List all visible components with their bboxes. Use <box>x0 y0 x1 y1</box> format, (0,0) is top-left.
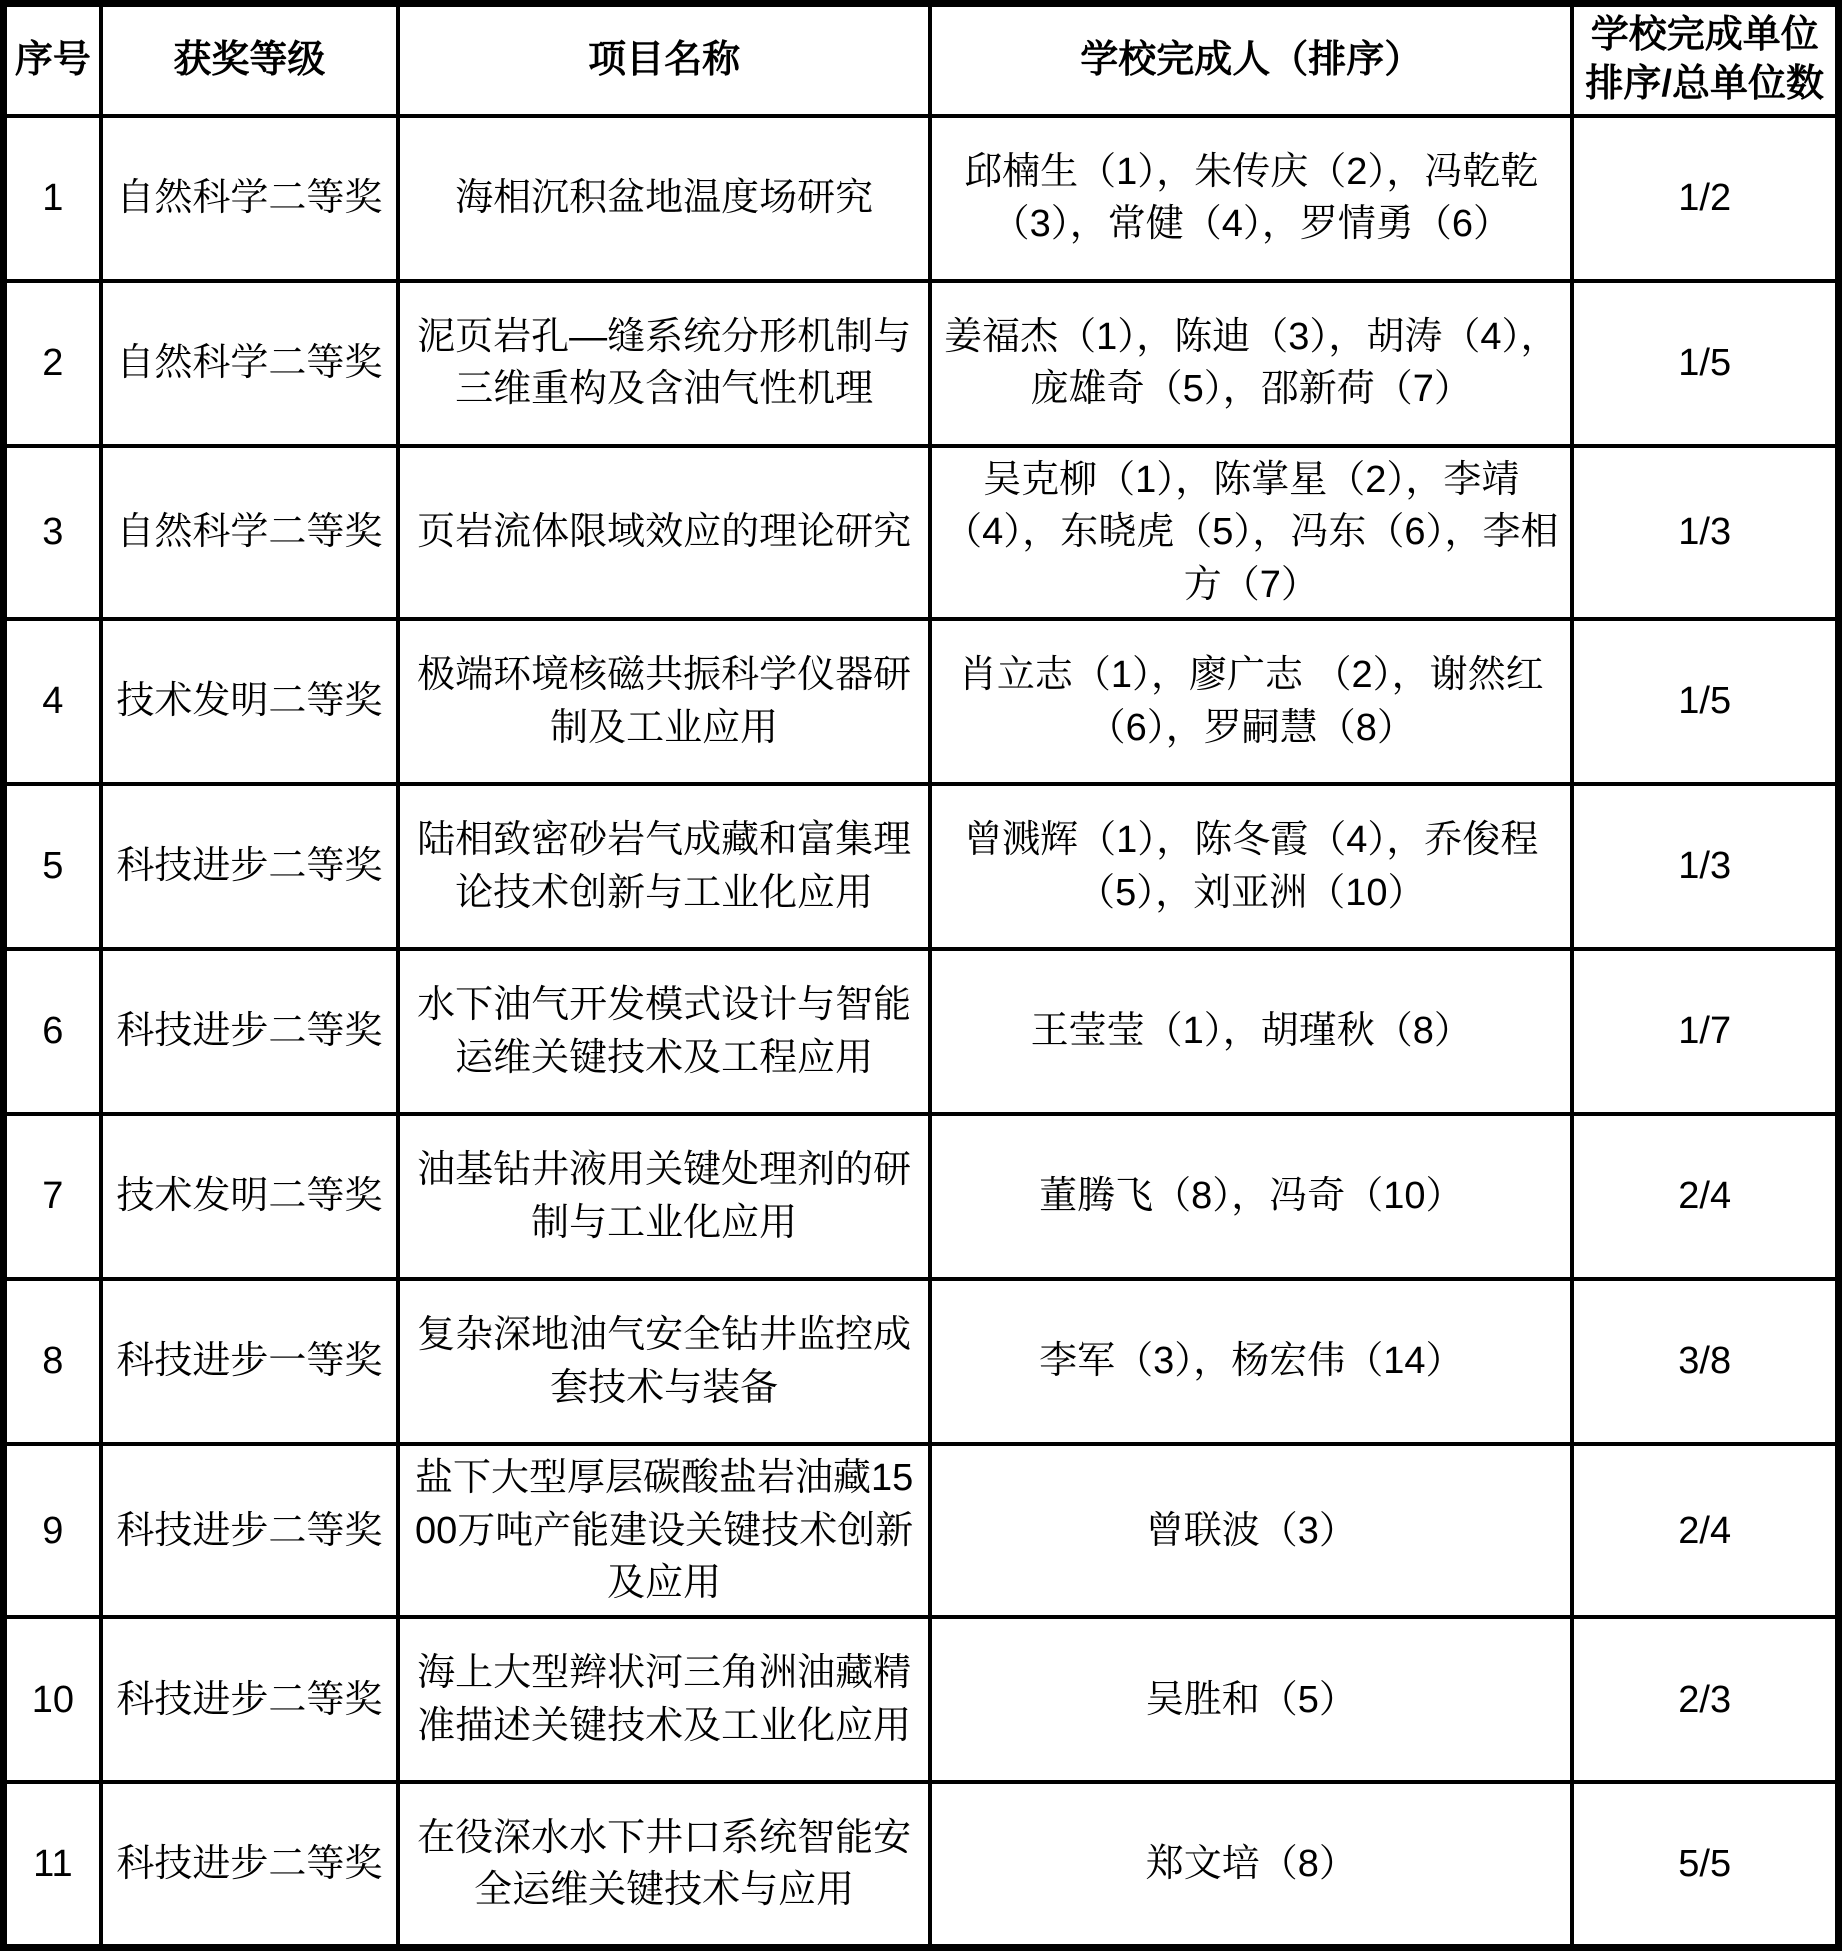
unit-rank: 1/3 <box>1572 784 1838 949</box>
table-row <box>4 949 1839 1114</box>
row-index: 10 <box>4 1617 101 1782</box>
col-header-unit-rank-line2: 排序/总单位数 <box>1585 63 1824 106</box>
row-index: 3 <box>4 446 101 619</box>
table-row <box>4 116 1839 281</box>
completers: 王莹莹（1），胡瑾秋（8） <box>930 949 1572 1114</box>
completers: 李军（3），杨宏伟（14） <box>930 1279 1572 1444</box>
completers: 肖立志（1），廖广志 （2），谢然红（6），罗嗣慧（8） <box>930 619 1572 784</box>
project-name: 复杂深地油气安全钻井监控成套技术与装备 <box>398 1279 930 1444</box>
award-level: 科技进步二等奖 <box>101 784 398 949</box>
completers: 邱楠生（1），朱传庆（2），冯乾乾（3），常健（4），罗情勇（6） <box>930 116 1572 281</box>
completers: 姜福杰（1），陈迪（3），胡涛（4），庞雄奇（5），邵新荷（7） <box>930 281 1572 446</box>
col-header-project-name: 项目名称 <box>398 4 930 116</box>
row-index: 6 <box>4 949 101 1114</box>
table-row <box>4 1279 1839 1444</box>
award-level: 自然科学二等奖 <box>101 281 398 446</box>
award-level: 科技进步二等奖 <box>101 1782 398 1947</box>
project-name: 海上大型辫状河三角洲油藏精准描述关键技术及工业化应用 <box>398 1617 930 1782</box>
unit-rank: 2/4 <box>1572 1444 1838 1617</box>
table-row <box>4 446 1839 619</box>
unit-rank: 1/5 <box>1572 619 1838 784</box>
unit-rank: 2/4 <box>1572 1114 1838 1279</box>
row-index: 11 <box>4 1782 101 1947</box>
table-body <box>4 116 1839 1948</box>
project-name: 极端环境核磁共振科学仪器研制及工业应用 <box>398 619 930 784</box>
row-index: 5 <box>4 784 101 949</box>
completers: 吴胜和（5） <box>930 1617 1572 1782</box>
award-level: 科技进步二等奖 <box>101 1444 398 1617</box>
row-index: 7 <box>4 1114 101 1279</box>
row-index: 9 <box>4 1444 101 1617</box>
table-row <box>4 1114 1839 1279</box>
project-name: 页岩流体限域效应的理论研究 <box>398 446 930 619</box>
project-name: 油基钻井液用关键处理剂的研制与工业化应用 <box>398 1114 930 1279</box>
unit-rank: 1/7 <box>1572 949 1838 1114</box>
row-index: 1 <box>4 116 101 281</box>
completers: 曾联波（3） <box>930 1444 1572 1617</box>
project-name: 陆相致密砂岩气成藏和富集理论技术创新与工业化应用 <box>398 784 930 949</box>
col-header-unit-rank <box>1572 4 1838 116</box>
project-name: 水下油气开发模式设计与智能运维关键技术及工程应用 <box>398 949 930 1114</box>
project-name: 盐下大型厚层碳酸盐岩油藏1500万吨产能建设关键技术创新及应用 <box>398 1444 930 1617</box>
header-row <box>4 4 1839 116</box>
unit-rank: 2/3 <box>1572 1617 1838 1782</box>
table-row <box>4 1782 1839 1947</box>
row-index: 2 <box>4 281 101 446</box>
award-level: 科技进步二等奖 <box>101 1617 398 1782</box>
unit-rank: 5/5 <box>1572 1782 1838 1947</box>
completers: 郑文培（8） <box>930 1782 1572 1947</box>
row-index: 4 <box>4 619 101 784</box>
award-level: 自然科学二等奖 <box>101 446 398 619</box>
col-header-award-level: 获奖等级 <box>101 4 398 116</box>
table-row <box>4 784 1839 949</box>
completers: 董腾飞（8），冯奇（10） <box>930 1114 1572 1279</box>
project-name: 海相沉积盆地温度场研究 <box>398 116 930 281</box>
award-level: 自然科学二等奖 <box>101 116 398 281</box>
table-row <box>4 281 1839 446</box>
project-name: 在役深水水下井口系统智能安全运维关键技术与应用 <box>398 1782 930 1947</box>
award-level: 技术发明二等奖 <box>101 1114 398 1279</box>
completers: 曾溅辉（1），陈冬霞（4），乔俊程（5），刘亚洲（10） <box>930 784 1572 949</box>
unit-rank: 3/8 <box>1572 1279 1838 1444</box>
col-header-completers: 学校完成人（排序） <box>930 4 1572 116</box>
project-name: 泥页岩孔—缝系统分形机制与三维重构及含油气性机理 <box>398 281 930 446</box>
table-header <box>4 4 1839 116</box>
col-header-unit-rank-line1: 学校完成单位 <box>1590 14 1819 56</box>
unit-rank: 1/3 <box>1572 446 1838 619</box>
table-row <box>4 1617 1839 1782</box>
unit-rank: 1/2 <box>1572 116 1838 281</box>
col-header-index: 序号 <box>4 4 101 116</box>
row-index: 8 <box>4 1279 101 1444</box>
table-row <box>4 619 1839 784</box>
completers: 吴克柳（1），陈掌星（2），李靖（4），东晓虎（5），冯东（6），李相方（7） <box>930 446 1572 619</box>
table-row <box>4 1444 1839 1617</box>
unit-rank: 1/5 <box>1572 281 1838 446</box>
award-level: 技术发明二等奖 <box>101 619 398 784</box>
award-level: 科技进步二等奖 <box>101 949 398 1114</box>
award-level: 科技进步一等奖 <box>101 1279 398 1444</box>
